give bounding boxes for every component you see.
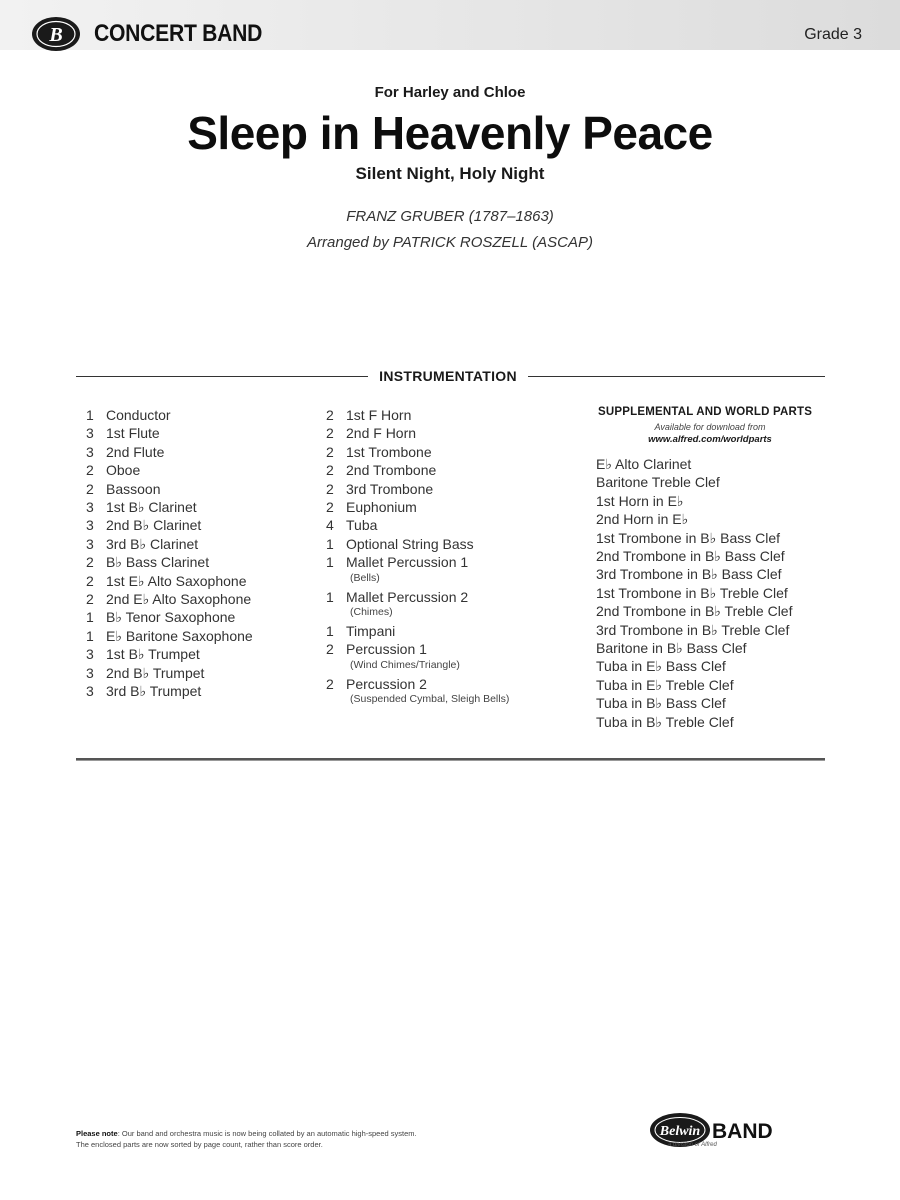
instrument-item xyxy=(326,535,556,553)
instrument-quantity: 4 xyxy=(326,517,334,534)
instrument-name: 2nd B♭ Clarinet xyxy=(106,517,202,534)
instrument-quantity: 2 xyxy=(326,499,334,516)
instrument-name: Percussion 2 (Suspended Cymbal, Sleigh Bells) xyxy=(346,675,556,709)
arranger-credit: Arranged by PATRICK ROSZELL (ASCAP) xyxy=(307,234,593,251)
instrument-quantity: 2 xyxy=(326,462,334,479)
instrument-name: B♭ Bass Clarinet xyxy=(106,554,210,571)
instrument-quantity: 3 xyxy=(86,425,94,442)
supplemental-part: 3rd Trombone in B♭ Bass Clef xyxy=(596,566,782,583)
instrumentation-heading: INSTRUMENTATION xyxy=(379,368,517,384)
supplemental-heading: SUPPLEMENTAL AND WORLD PARTS xyxy=(598,406,813,418)
instrument-item xyxy=(86,535,326,553)
instrument-name: Euphonium xyxy=(346,499,417,516)
supplemental-part: E♭ Alto Clarinet xyxy=(596,456,692,472)
instrument-name: 3rd B♭ Trumpet xyxy=(106,683,202,700)
instrument-item xyxy=(86,461,326,479)
supplemental-note: Available for download from xyxy=(654,422,766,432)
supplemental-part: 3rd Trombone in B♭ Treble Clef xyxy=(596,621,790,638)
instrument-item xyxy=(86,498,326,516)
supplemental-part: Tuba in E♭ Treble Clef xyxy=(596,676,734,693)
instrument-name: Mallet Percussion 2 (Chimes) xyxy=(346,588,556,622)
supplemental-url: www.alfred.com/worldparts xyxy=(648,434,772,445)
instrument-name: 2nd B♭ Trumpet xyxy=(106,664,205,681)
instrument-name: 3rd Trombone xyxy=(346,480,434,497)
instrument-quantity: 1 xyxy=(326,535,334,552)
instrument-quantity: 2 xyxy=(326,443,334,460)
publisher-division: a division of Alfred xyxy=(668,1142,717,1148)
instrument-name: Timpani xyxy=(346,623,396,640)
instrument-name: 2nd E♭ Alto Saxophone xyxy=(106,591,252,608)
instrument-note: (Chimes) xyxy=(350,606,393,619)
instrument-quantity: 1 xyxy=(326,623,334,640)
instrument-quantity: 3 xyxy=(86,499,94,516)
instrument-item xyxy=(326,461,556,479)
instrument-quantity: 2 xyxy=(326,675,334,692)
instrument-item xyxy=(86,572,326,590)
instrument-name: 1st E♭ Alto Saxophone xyxy=(106,572,247,589)
instrument-note: (Bells) xyxy=(350,571,380,584)
belwin-logo-text: Belwin xyxy=(659,1124,701,1139)
footnote-text: : Our band and orchestra music is now being collated by an automatic high-speed system. xyxy=(117,1129,417,1138)
dedication: For Harley and Chloe xyxy=(374,84,526,101)
instrument-list-column-2 xyxy=(326,406,556,709)
instrument-item xyxy=(326,640,556,674)
instrument-name: Mallet Percussion 1 (Bells) xyxy=(346,553,556,587)
instrument-name: Bassoon xyxy=(106,480,161,497)
supplemental-part: 2nd Horn in E♭ xyxy=(596,511,689,528)
instrument-quantity: 3 xyxy=(86,664,94,681)
instrument-name: Tuba xyxy=(346,517,378,534)
instrument-quantity: 1 xyxy=(86,627,94,644)
instrument-name: Conductor xyxy=(106,407,171,423)
instrument-quantity: 2 xyxy=(86,591,94,608)
instrument-item xyxy=(326,622,556,640)
instrument-quantity: 2 xyxy=(326,480,334,497)
instrument-item xyxy=(86,424,326,442)
composer-credit: FRANZ GRUBER (1787–1863) xyxy=(346,208,554,225)
publisher-band-label: BAND xyxy=(712,1120,773,1143)
band-label: CONCERT BAND xyxy=(94,20,263,47)
instrument-name: 1st B♭ Clarinet xyxy=(106,499,197,516)
instrument-name: 2nd F Horn xyxy=(346,425,417,442)
instrument-item xyxy=(326,498,556,516)
instrument-note: (Wind Chimes/Triangle) xyxy=(350,658,460,671)
instrument-item xyxy=(326,553,556,587)
supplemental-part: 1st Horn in E♭ xyxy=(596,492,684,509)
instrument-quantity: 2 xyxy=(326,407,334,423)
piece-title: Sleep in Heavenly Peace xyxy=(187,107,713,159)
instrument-name: 2nd Flute xyxy=(106,443,165,460)
instrument-name: 1st Trombone xyxy=(346,443,432,460)
svg-text:B: B xyxy=(49,24,63,46)
instrument-item xyxy=(86,627,326,645)
instrument-quantity: 3 xyxy=(86,646,94,663)
supplemental-part: 1st Trombone in B♭ Treble Clef xyxy=(596,584,788,601)
instrument-item xyxy=(326,675,556,709)
instrument-list-column-1 xyxy=(86,406,326,701)
supplemental-part: 2nd Trombone in B♭ Treble Clef xyxy=(596,603,793,620)
divider-right xyxy=(528,376,825,377)
divider-bottom xyxy=(76,758,825,761)
instrument-name: E♭ Baritone Saxophone xyxy=(106,627,253,644)
instrument-name: 1st Flute xyxy=(106,425,160,442)
instrument-note: (Suspended Cymbal, Sleigh Bells) xyxy=(350,693,510,706)
instrument-item xyxy=(326,406,556,424)
supplemental-parts-list xyxy=(596,455,793,731)
instrument-name: Oboe xyxy=(106,462,141,479)
instrument-name: 1st B♭ Trumpet xyxy=(106,646,200,663)
instrument-quantity: 1 xyxy=(326,588,334,605)
instrument-name: Percussion 1 (Wind Chimes/Triangle) xyxy=(346,640,556,674)
instrument-quantity: 3 xyxy=(86,683,94,700)
instrument-name: 1st F Horn xyxy=(346,407,412,423)
instrument-quantity: 2 xyxy=(86,480,94,497)
instrument-quantity: 2 xyxy=(86,572,94,589)
supplemental-part: Tuba in B♭ Treble Clef xyxy=(596,713,734,730)
instrument-item xyxy=(86,480,326,498)
grade-label: Grade 3 xyxy=(804,26,862,43)
supplemental-part: Tuba in B♭ Bass Clef xyxy=(596,695,726,712)
supplemental-part: 1st Trombone in B♭ Bass Clef xyxy=(596,529,781,546)
instrument-quantity: 2 xyxy=(326,641,334,658)
instrument-item xyxy=(326,443,556,461)
instrument-name: B♭ Tenor Saxophone xyxy=(106,609,236,626)
instrument-item xyxy=(86,608,326,626)
instrument-item xyxy=(86,682,326,700)
instrument-item xyxy=(86,406,326,424)
instrument-quantity: 1 xyxy=(86,609,94,626)
instrument-quantity: 2 xyxy=(86,554,94,571)
collation-footnote xyxy=(76,1128,546,1150)
instrument-item xyxy=(326,516,556,534)
divider-left xyxy=(76,376,368,377)
instrument-item xyxy=(86,553,326,571)
supplemental-part: Baritone Treble Clef xyxy=(596,474,720,491)
instrument-item xyxy=(326,588,556,622)
supplemental-part: 2nd Trombone in B♭ Bass Clef xyxy=(596,548,785,565)
instrument-quantity: 1 xyxy=(326,554,334,571)
instrument-quantity: 3 xyxy=(86,443,94,460)
instrument-quantity: 3 xyxy=(86,535,94,552)
supplemental-part: Baritone in B♭ Bass Clef xyxy=(596,640,747,657)
instrument-quantity: 2 xyxy=(326,425,334,442)
instrument-name: Optional String Bass xyxy=(346,535,474,552)
instrument-quantity: 1 xyxy=(86,407,94,423)
instrument-item xyxy=(86,645,326,663)
instrument-quantity: 2 xyxy=(86,462,94,479)
instrument-quantity: 3 xyxy=(86,517,94,534)
piece-subtitle: Silent Night, Holy Night xyxy=(355,164,545,183)
belwin-b-logo-icon xyxy=(30,14,82,54)
instrument-name: 3rd B♭ Clarinet xyxy=(106,535,199,552)
supplemental-part: Tuba in E♭ Bass Clef xyxy=(596,658,726,675)
footnote-label: Please note xyxy=(76,1129,118,1138)
instrument-item xyxy=(86,443,326,461)
footnote-text-2: The enclosed parts are now sorted by page count, rather than score order. xyxy=(76,1140,323,1149)
instrument-item xyxy=(326,424,556,442)
instrument-item xyxy=(86,590,326,608)
instrument-item xyxy=(86,664,326,682)
instrument-name: 2nd Trombone xyxy=(346,462,437,479)
instrument-item xyxy=(86,516,326,534)
instrument-item xyxy=(326,480,556,498)
